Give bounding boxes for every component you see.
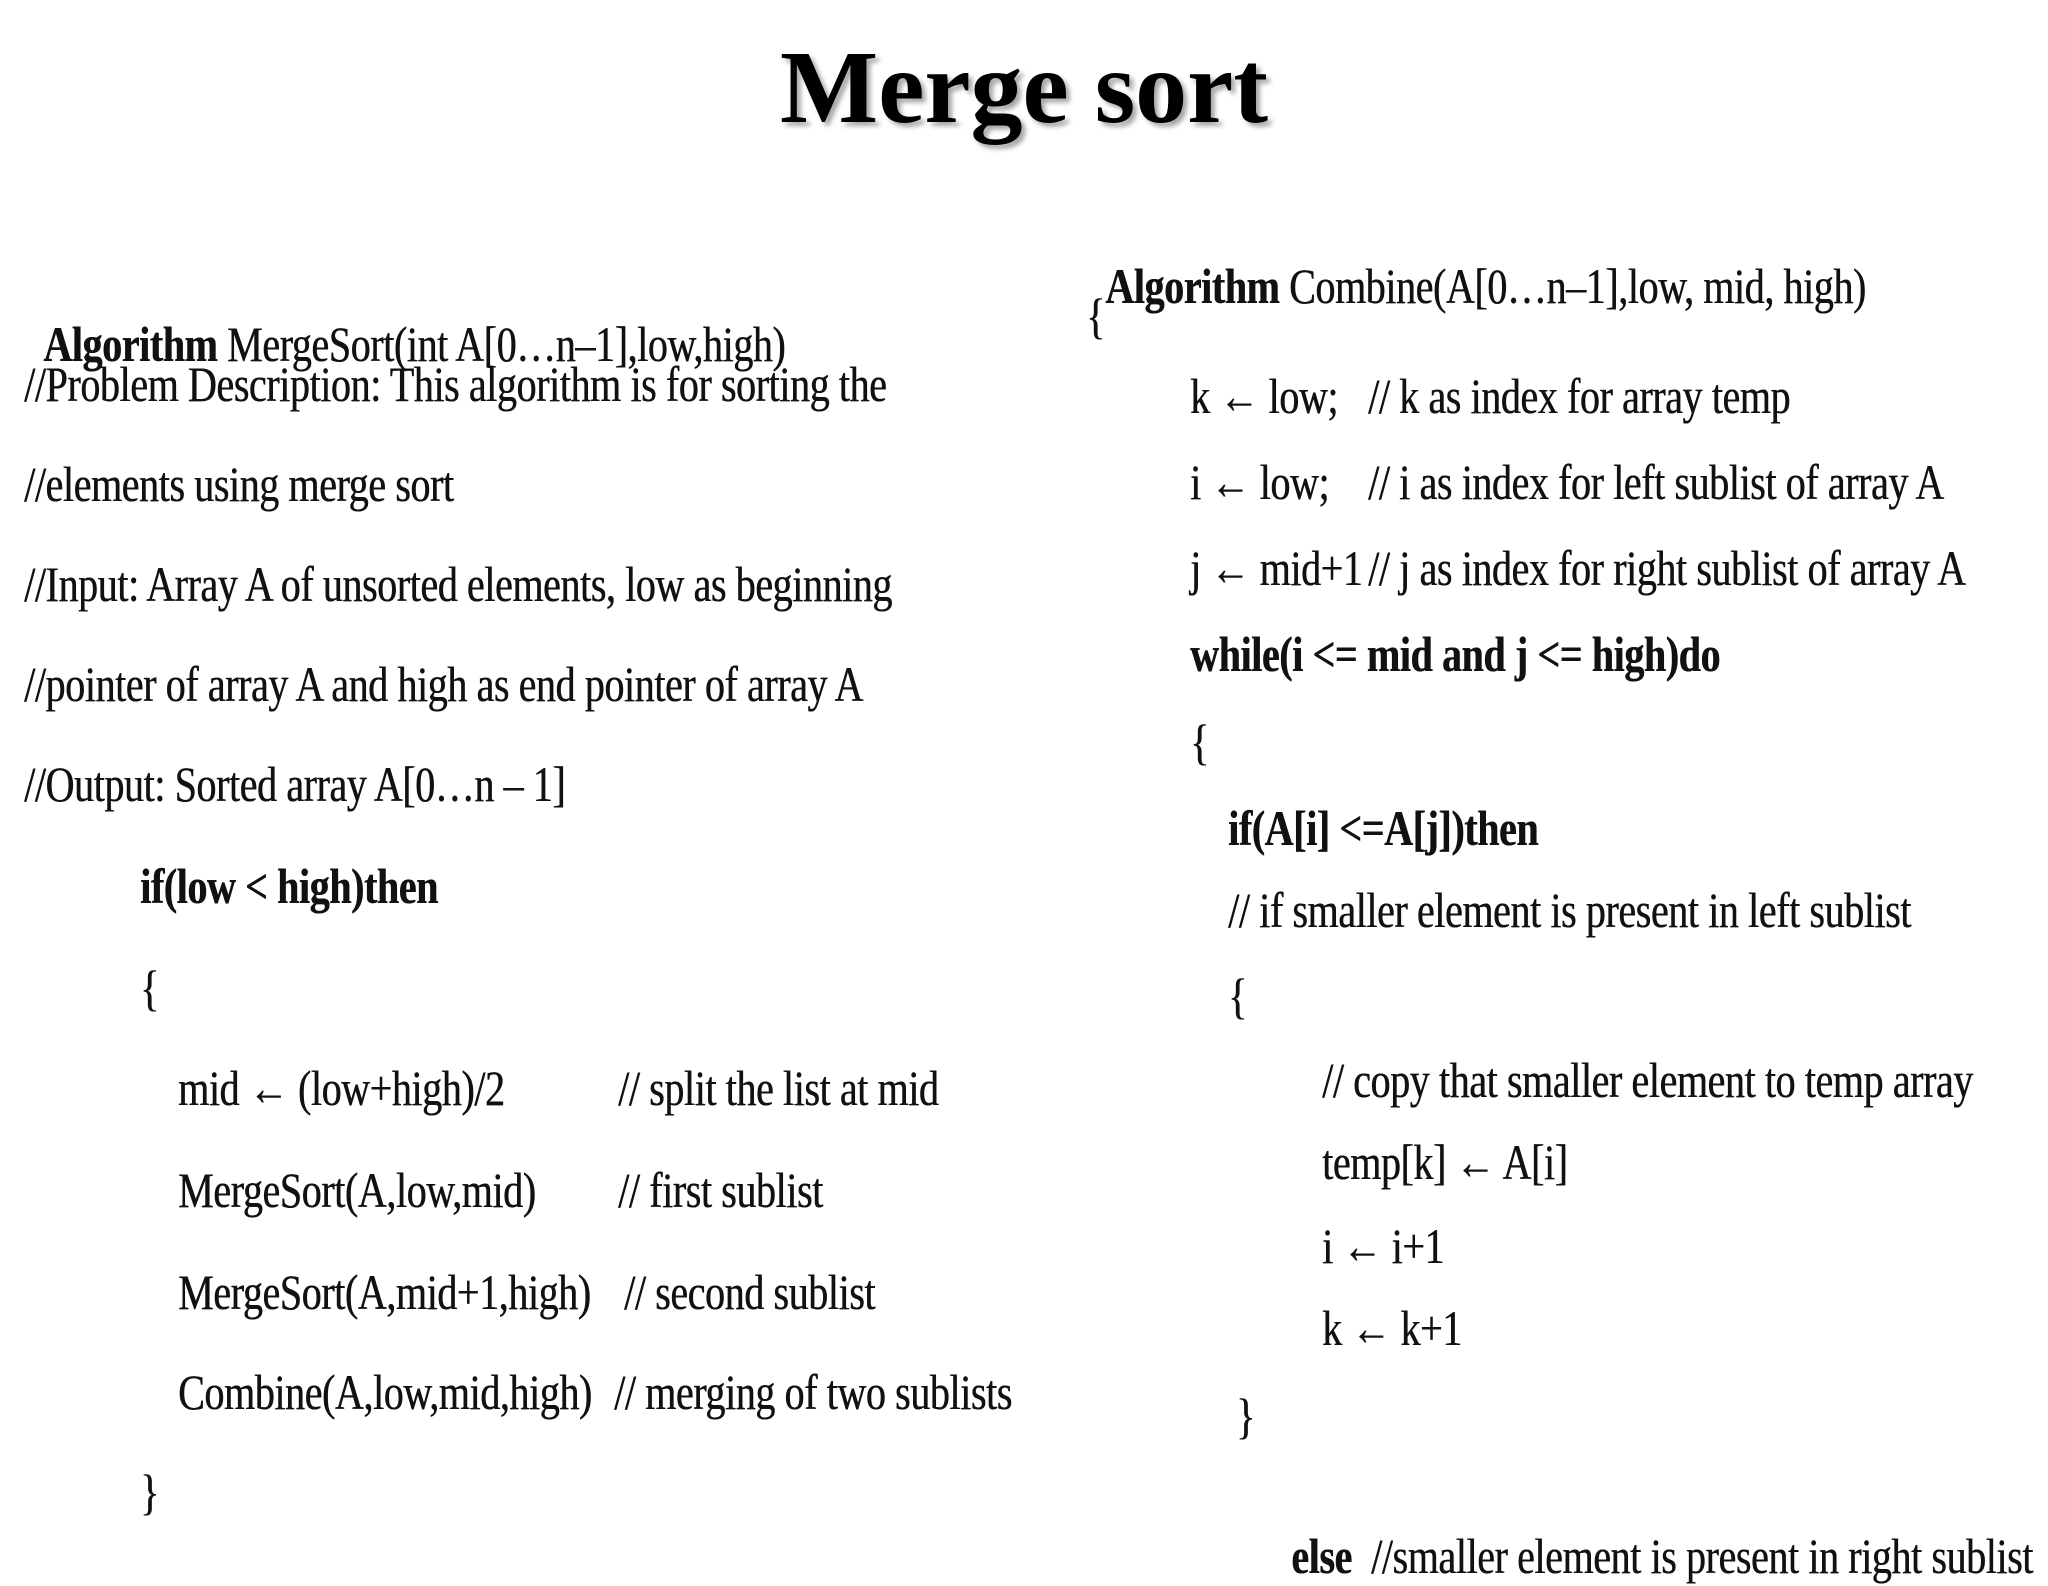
problem-description-line-2: //elements using merge sort — [24, 456, 454, 512]
combine-signature: Combine(A[0…n–1],low, mid, high) — [1279, 258, 1866, 314]
if-close-brace: } — [1236, 1388, 1255, 1444]
mid-assignment-comment: // split the list at mid — [618, 1060, 939, 1116]
copy-comment: // copy that smaller element to temp array — [1322, 1052, 1973, 1108]
mergesort-first-comment: // first sublist — [618, 1162, 823, 1218]
temp-assignment: temp[k] ← A[i] — [1322, 1134, 1568, 1190]
k-init-comment: // k as index for array temp — [1368, 368, 1790, 424]
j-init-comment: // j as index for right sublist of array A — [1368, 540, 1966, 596]
problem-description-line-1: //Problem Description: This algorithm is for sorting the — [24, 356, 887, 412]
i-init-code: i ← low; — [1190, 454, 1330, 510]
mergesort-signature: MergeSort(int A[0…n–1],low,high) — [217, 316, 786, 372]
output-description-line: //Output: Sorted array A[0…n – 1] — [24, 756, 566, 812]
slide-title: Merge sort — [780, 30, 1268, 145]
j-init-code: j ← mid+1 — [1190, 540, 1363, 596]
combine-call: Combine(A,low,mid,high) — [178, 1364, 592, 1420]
mid-assignment-code: mid ← (low+high)/2 — [178, 1060, 505, 1116]
mergesort-first-call: MergeSort(A,low,mid) — [178, 1162, 536, 1218]
input-description-line-2: //pointer of array A and high as end pointer of array A — [24, 656, 863, 712]
algorithm-keyword-2: Algorithm — [1105, 258, 1280, 314]
combine-call-comment: // merging of two sublists — [614, 1364, 1012, 1420]
while-open-brace: { — [1190, 714, 1209, 770]
combine-header — [1086, 196, 1866, 316]
algorithm-keyword: Algorithm — [43, 316, 218, 372]
if-compare-line: if(A[i] <=A[j])then — [1228, 800, 1539, 856]
i-init-comment: // i as index for left sublist of array A — [1368, 454, 1944, 510]
if-low-less-high: if(low < high)then — [140, 858, 438, 914]
input-description-line-1: //Input: Array A of unsorted elements, low as beginning — [24, 556, 892, 612]
mergesort-second-comment: // second sublist — [624, 1264, 875, 1320]
while-loop-line: while(i <= mid and j <= high)do — [1190, 626, 1720, 682]
if-open-brace: { — [1228, 968, 1247, 1024]
else-keyword: else — [1291, 1528, 1352, 1584]
left-open-brace: { — [140, 960, 159, 1016]
k-increment: k ← k+1 — [1322, 1300, 1462, 1356]
else-comment: //smaller element is present in right sublist — [1370, 1528, 2033, 1584]
else-spacer — [1352, 1528, 1371, 1584]
k-init-code: k ← low; — [1190, 368, 1338, 424]
else-line — [1272, 1466, 2033, 1586]
combine-open-brace: { — [1086, 288, 1105, 344]
left-close-brace: } — [140, 1464, 159, 1520]
if-compare-comment: // if smaller element is present in left sublist — [1228, 882, 1911, 938]
i-increment: i ← i+1 — [1322, 1218, 1444, 1274]
mergesort-second-call: MergeSort(A,mid+1,high) — [178, 1264, 591, 1320]
